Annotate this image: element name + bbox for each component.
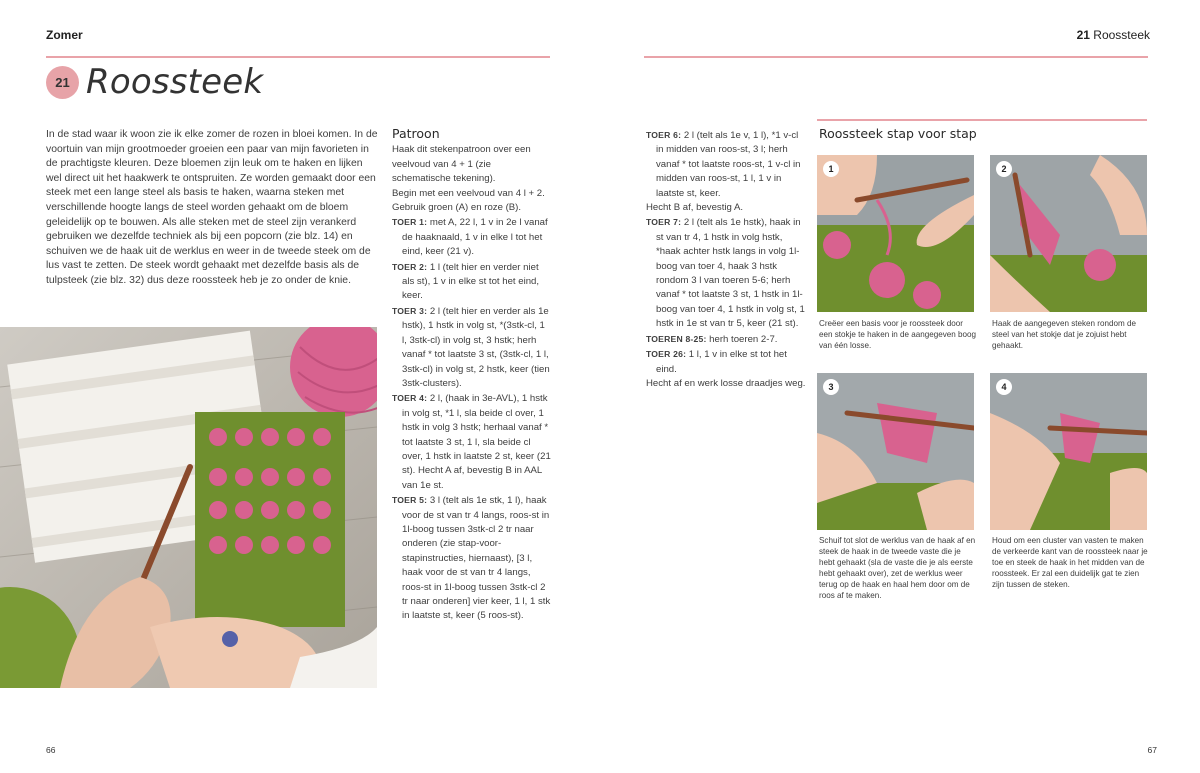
header-number: 21 <box>1076 28 1090 42</box>
color-change-note: Hecht B af, bevestig A. <box>646 202 744 214</box>
row-text: 1 l (telt hier en verder niet als st), 1 v in elke st tot het eind, keer. <box>402 261 540 302</box>
page-number-right: 67 <box>1147 745 1157 755</box>
steps-rule <box>817 119 1147 121</box>
pattern-row-4 <box>392 391 552 493</box>
row-text: 2 l (telt hier en verder als 1e hstk), 1 hstk in volg st, *(3stk-cl, 1 l, 3stk-cl) in volg st, 3 hstk; herh vanaf * tot laatste 3 st, (3stk-cl, 1 l, 3stk-cl) in volg st, 2 hstk, keer (tien 3stk-clusters). <box>402 305 550 389</box>
intro-paragraph: In de stad waar ik woon zie ik elke zomer de rozen in bloei komen. In de voortuin van mijn grootmoeder groeien een paar van mijn favorieten in de prachtigste kleuren. Deze bloemen zijn leuk om te haken en lijken wel direct uit het haakwerk te ontspruiten. Ze worden gemaakt door een steek met een lange steel als basis te haken, waarna steken met verschillende hoogte langs de steel worden gehaakt om de bloem geleidelijk op te bouwen. Als alle steken met de steel zijn verankerd gebruiken we dezelfde techniek als bij een popcorn (zie blz. 14) en schuiven we de haak uit de werklus en weer in de tweede steek om de lus vast te zetten. De steek wordt gehaakt met dezelfde basis als de tulpsteek (zie blz. 32) dus deze roossteek heb je zo onder de knie. <box>46 129 378 286</box>
running-header <box>1077 28 1150 42</box>
pattern-row-7 <box>646 215 806 331</box>
stitch-number-badge: 21 <box>46 66 79 99</box>
step-caption-3: Schuif tot slot de werklus van de haak af en steek de haak in de tweede vaste die je hebt gehaakt (sla de vaste die je als eerste hebt gehaakt over), zet de werklus weer terug op de haak en haal hem door om de roos af te maken. <box>819 536 976 600</box>
row-label: TOER 1: <box>392 217 428 228</box>
step-number: 2 <box>996 161 1012 177</box>
header-rule <box>644 56 1148 58</box>
header-rule <box>46 56 550 58</box>
row-text: 2 l (telt als 1e v, 1 l), *1 v-cl in midden van roos-st, 3 l; herh vanaf * tot laatste roos-st, 1 v-cl in midden van roos-st, 1 l, 1 v in laatste st, keer. <box>656 130 801 199</box>
steps-heading: Roossteek stap voor stap <box>819 126 977 141</box>
step-photo-4 <box>990 373 1147 530</box>
row-label: TOER 6: <box>646 130 682 140</box>
row-text: 3 l (telt als 1e stk, 1 l), haak voor de st van tr 4 langs, roos-st in 1l-boog tussen 3stk-cl 2 tr naar onderen (zie stap-voor-stapinstructies, hiernaast), [3 l, haak voor de st van tr 4 langs, roos-st in 1l-boog tussen 3stk-cl 2 tr naar onderen] vier keer, 1 l, 1 stk in laatste st, keer (5 roos-st). <box>402 495 551 622</box>
row-text: met A, 22 l, 1 v in 2e l vanaf de haaknaald, 1 v in elke l tot het eind, keer (21 v). <box>402 217 548 258</box>
step-caption-4: Houd om een cluster van vasten te maken de verkeerde kant van de roossteek naar je toe en steek de haak in het midden van de roossteek. Er zal een duidelijk gat te zien zijn tussen de steken. <box>992 536 1148 589</box>
row-label: TOER 5: <box>392 495 428 506</box>
row-label: TOER 26: <box>646 349 687 360</box>
section-label: Zomer <box>46 28 83 42</box>
row-label: TOER 3: <box>392 305 428 316</box>
row-label: TOER 7: <box>646 217 682 228</box>
pattern-row-1 <box>392 215 552 259</box>
step-photo-2 <box>990 155 1147 312</box>
step-caption-2: Haak de aangegeven steken rondom de steel van het stokje dat je zojuist hebt gehaakt. <box>992 319 1136 350</box>
pattern-intro-2: Begin met een veelvoud van 4 l + 2. Gebruik groen (A) en roze (B). <box>392 187 545 214</box>
page-title: Roossteek <box>86 62 264 102</box>
pattern-row-3 <box>392 304 552 391</box>
pattern-row-6 <box>646 128 806 201</box>
swatch-photo <box>0 327 377 688</box>
pattern-row-8-25 <box>646 332 806 347</box>
header-title: Roossteek <box>1093 28 1150 42</box>
pattern-intro-1: Haak dit stekenpatroon over een veelvoud van 4 + 1 (zie schematische tekening). <box>392 144 531 185</box>
pattern-row-26 <box>646 347 806 377</box>
finishing-note: Hecht af en werk losse draadjes weg. <box>646 377 806 389</box>
row-text: 2 l, (haak in 3e-AVL), 1 hstk in volg st, *1 l, sla beide cl over, 1 hstk in volg 3 hstk; herhaal vanaf * tot laatste 3 st, 1 l, sla beide cl over, 1 hstk in laatste 2 st, keer (21 st). Hecht A af, bevestig B in AAL van 1e st. <box>402 393 551 491</box>
row-label: TOER 2: <box>392 261 428 272</box>
row-text: 2 l (telt als 1e hstk), haak in st van tr 4, 1 hstk in volg hstk, *haak achter hstk langs in volg 1l-boog van toer 4, haak 3 hstk rondom 3 l van toeren 5-6; herh vanaf * tot laatste 3 st, 1 hstk in 1l-boog van toer 4, 1 hstk in volg st, 1 hstk in 1e st van tr 5, keer (21 st). <box>656 217 805 330</box>
step-photo-1 <box>817 155 974 312</box>
row-label: TOEREN 8-25: <box>646 333 707 344</box>
pattern-column <box>392 127 552 624</box>
row-label: TOER 4: <box>392 393 428 404</box>
page-number-left: 66 <box>46 745 56 755</box>
row-text: herh toeren 2-7. <box>706 333 778 345</box>
pattern-continued-column <box>646 128 806 391</box>
pattern-row-2 <box>392 260 552 304</box>
step-number: 1 <box>823 161 839 177</box>
step-number: 4 <box>996 379 1012 395</box>
row-text: 1 l, 1 v in elke st tot het eind. <box>656 349 787 375</box>
step-caption-1: Creëer een basis voor je roossteek door een stokje te haken in de aangegeven boog van één losse. <box>819 319 977 350</box>
pattern-row-5 <box>392 493 552 624</box>
pattern-heading: Patroon <box>392 126 440 141</box>
step-number: 3 <box>823 379 839 395</box>
step-photo-3 <box>817 373 974 530</box>
